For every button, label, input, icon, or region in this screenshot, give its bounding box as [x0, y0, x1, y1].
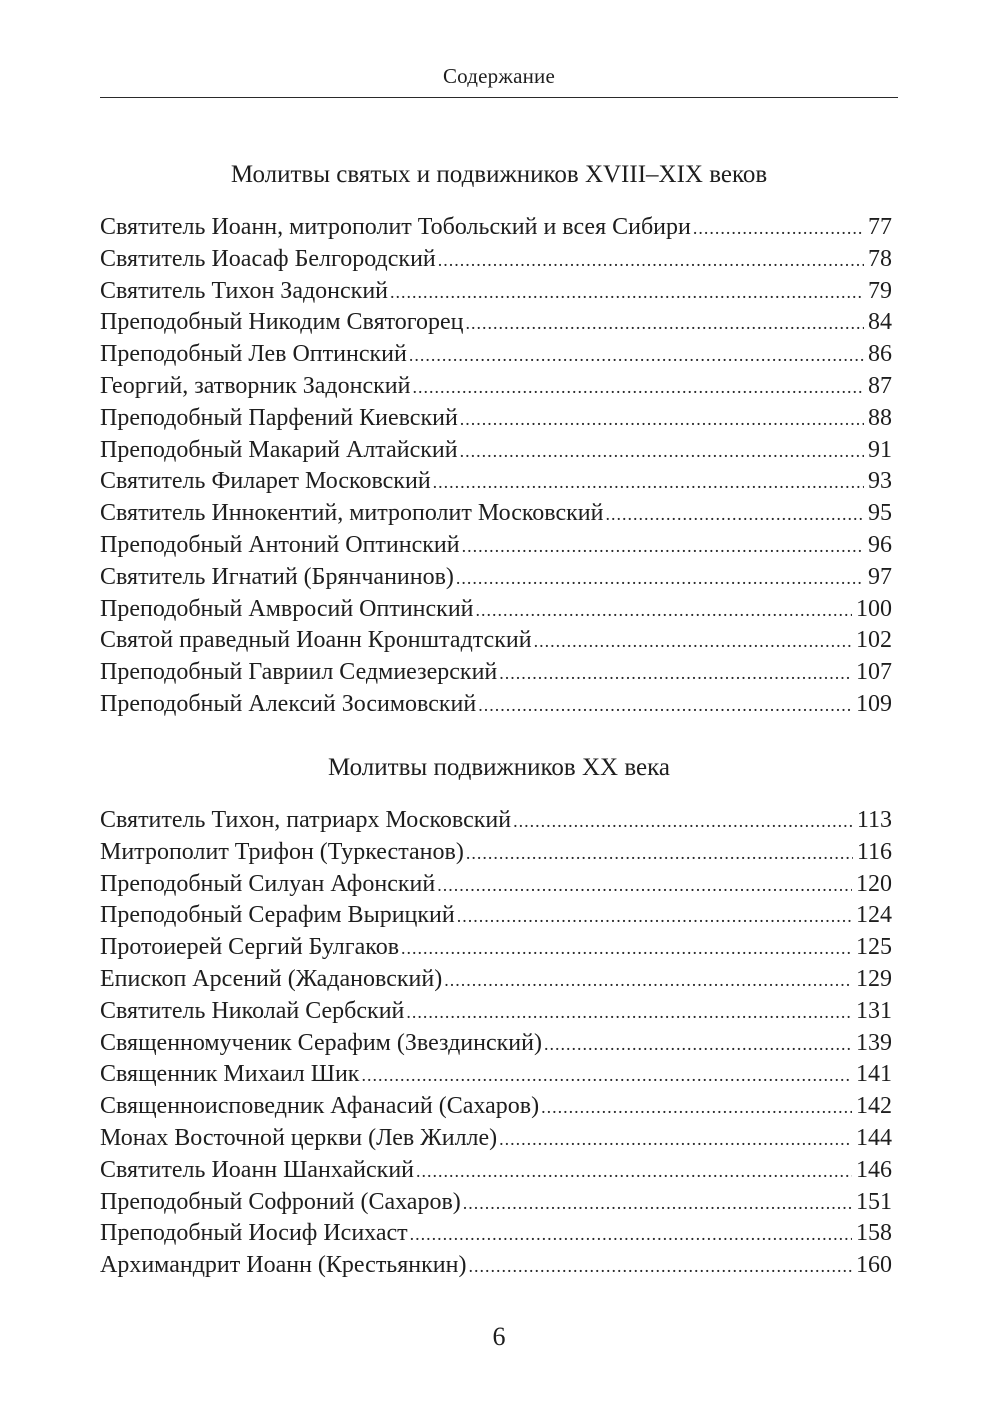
- toc-entry-title: Преподобный Алексий Зосимовский: [100, 690, 477, 717]
- toc-list-20-century: [100, 805, 892, 1282]
- toc-entry-title: Святитель Иннокентий, митрополит Московский: [100, 500, 604, 527]
- toc-entry-title: Святитель Иоасаф Белгородский: [100, 245, 436, 272]
- toc-entry-title: Преподобный Макарий Алтайский: [100, 436, 458, 463]
- toc-entry-page-number: 120: [856, 870, 892, 897]
- toc-entry[interactable]: [100, 403, 892, 435]
- dot-leader: [390, 277, 864, 308]
- dot-leader: [438, 245, 864, 276]
- page-number: 6: [492, 1322, 506, 1351]
- dot-leader: [466, 838, 853, 869]
- toc-entry-page-number: 93: [868, 468, 892, 495]
- dot-leader: [460, 404, 864, 435]
- dot-leader: [437, 870, 852, 901]
- toc-entry-page-number: 125: [856, 934, 892, 961]
- toc-entry-title: Святитель Иоанн, митрополит Тобольский и всея Сибири: [100, 214, 691, 240]
- dot-leader: [499, 658, 852, 689]
- toc-entry-title: Святитель Тихон Задонский: [100, 277, 389, 304]
- toc-entry-page-number: 107: [856, 659, 892, 686]
- toc-entry-title: Преподобный Амвросий Оптинский: [100, 595, 474, 622]
- header-rule: [100, 97, 898, 98]
- toc-entry-page-number: 96: [868, 531, 892, 558]
- toc-entry[interactable]: [100, 244, 892, 276]
- dot-leader: [457, 901, 852, 932]
- dot-leader: [544, 1029, 852, 1060]
- dot-leader: [433, 467, 864, 498]
- toc-entry-page-number: 78: [868, 245, 892, 272]
- toc-entry[interactable]: [100, 371, 892, 403]
- toc-entry[interactable]: [100, 594, 892, 626]
- dot-leader: [406, 997, 852, 1028]
- dot-leader: [410, 1219, 852, 1250]
- toc-entry-title: Митрополит Трифон (Туркестанов): [100, 838, 464, 865]
- toc-entry-page-number: 113: [856, 807, 892, 833]
- dot-leader: [499, 1124, 852, 1155]
- dot-leader: [460, 436, 864, 467]
- toc-entry[interactable]: [100, 625, 892, 657]
- dot-leader: [478, 690, 852, 721]
- toc-entry-title: Георгий, затворник Задонский: [100, 372, 411, 399]
- toc-entry-page-number: 88: [868, 404, 892, 431]
- toc-entry-title: Священник Михаил Шик: [100, 1061, 360, 1088]
- dot-leader: [534, 626, 852, 657]
- dot-leader: [361, 1060, 852, 1091]
- dot-leader: [605, 499, 864, 530]
- toc-entry[interactable]: [100, 1091, 892, 1123]
- toc-entry[interactable]: [100, 964, 892, 996]
- toc-entry-page-number: 129: [856, 965, 892, 992]
- toc-entry[interactable]: [100, 339, 892, 371]
- toc-entry-title: Монах Восточной церкви (Лев Жилле): [100, 1124, 498, 1151]
- toc-entry-title: Преподобный Лев Оптинский: [100, 341, 407, 368]
- toc-entry-title: Преподобный Гавриил Седмиезерский: [100, 659, 498, 686]
- toc-entry[interactable]: [100, 805, 892, 837]
- toc-entry[interactable]: [100, 657, 892, 689]
- toc-entry-page-number: 97: [868, 563, 892, 590]
- dot-leader: [416, 1156, 852, 1187]
- toc-entry[interactable]: [100, 900, 892, 932]
- toc-entry-page-number: 139: [856, 1029, 892, 1056]
- toc-entry-title: Преподобный Никодим Святогорец: [100, 309, 464, 336]
- section-title-20-century: Молитвы подвижников XX века: [328, 754, 670, 781]
- toc-entry-page-number: 131: [856, 997, 892, 1024]
- toc-entry-title: Святитель Тихон, патриарх Московский: [100, 807, 512, 833]
- toc-entry-page-number: 79: [868, 277, 892, 304]
- toc-entry-page-number: 84: [868, 309, 892, 336]
- dot-leader: [409, 340, 864, 371]
- toc-entry-page-number: 100: [856, 595, 892, 622]
- toc-entry-title: Епископ Арсений (Жадановский): [100, 965, 443, 992]
- toc-entry-page-number: 160: [856, 1252, 892, 1279]
- toc-entry-page-number: 102: [856, 627, 892, 654]
- dot-leader: [476, 595, 852, 626]
- toc-entry-title: Преподобный Силуан Афонский: [100, 870, 436, 897]
- toc-entry-page-number: 146: [856, 1156, 892, 1183]
- dot-leader: [412, 372, 864, 403]
- toc-entry[interactable]: [100, 562, 892, 594]
- dot-leader: [401, 933, 852, 964]
- toc-entry[interactable]: [100, 837, 892, 869]
- toc-entry-title: Святитель Филарет Московский: [100, 468, 431, 495]
- dot-leader: [513, 806, 853, 837]
- dot-leader: [693, 213, 864, 244]
- toc-entry-page-number: 158: [856, 1220, 892, 1247]
- toc-entry[interactable]: [100, 212, 892, 244]
- toc-entry-title: Святитель Иоанн Шанхайский: [100, 1156, 415, 1183]
- toc-entry[interactable]: [100, 466, 892, 498]
- toc-entry-title: Архимандрит Иоанн (Крестьянкин): [100, 1252, 467, 1279]
- toc-entry-page-number: 95: [868, 500, 892, 527]
- toc-entry[interactable]: [100, 1187, 892, 1219]
- toc-entry-page-number: 77: [868, 214, 892, 240]
- toc-entry[interactable]: [100, 932, 892, 964]
- toc-entry-page-number: 151: [856, 1188, 892, 1215]
- dot-leader: [466, 308, 864, 339]
- toc-entry[interactable]: [100, 1123, 892, 1155]
- section-title-18-19-centuries: Молитвы святых и подвижников XVIII–XIX веков: [230, 161, 768, 188]
- toc-entry[interactable]: [100, 1250, 892, 1282]
- running-head: Содержание: [442, 64, 556, 88]
- toc-entry[interactable]: [100, 276, 892, 308]
- toc-entry-title: Святой праведный Иоанн Кронштадтский: [100, 627, 532, 654]
- toc-entry[interactable]: [100, 1155, 892, 1187]
- toc-entry[interactable]: [100, 996, 892, 1028]
- toc-entry[interactable]: [100, 1218, 892, 1250]
- toc-entry-title: Священномученик Серафим (Звездинский): [100, 1029, 542, 1056]
- toc-entry[interactable]: [100, 307, 892, 339]
- toc-entry-title: Преподобный Иосиф Исихаст: [100, 1220, 408, 1247]
- toc-entry[interactable]: [100, 530, 892, 562]
- toc-entry-page-number: 116: [856, 838, 892, 865]
- dot-leader: [456, 563, 864, 594]
- book-page: [100, 0, 898, 1427]
- dot-leader: [468, 1251, 852, 1282]
- toc-entry-page-number: 144: [856, 1124, 892, 1151]
- toc-entry[interactable]: [100, 1059, 892, 1091]
- toc-entry-page-number: 91: [868, 436, 892, 463]
- dot-leader: [541, 1092, 852, 1123]
- toc-list-18-19-centuries: [100, 212, 892, 721]
- toc-entry[interactable]: [100, 869, 892, 901]
- toc-entry-page-number: 142: [856, 1093, 892, 1120]
- toc-entry-title: Преподобный Парфений Киевский: [100, 404, 458, 431]
- toc-entry-title: Преподобный Серафим Вырицкий: [100, 902, 455, 929]
- toc-entry[interactable]: [100, 689, 892, 721]
- toc-entry-page-number: 124: [856, 902, 892, 929]
- toc-entry-title: Протоиерей Сергий Булгаков: [100, 934, 400, 961]
- dot-leader: [462, 531, 864, 562]
- toc-entry[interactable]: [100, 1028, 892, 1060]
- toc-entry-page-number: 87: [868, 372, 892, 399]
- dot-leader: [444, 965, 852, 996]
- dot-leader: [463, 1188, 852, 1219]
- toc-entry-page-number: 141: [856, 1061, 892, 1088]
- toc-entry-title: Святитель Николай Сербский: [100, 997, 405, 1024]
- toc-entry-title: Преподобный Софроний (Сахаров): [100, 1188, 461, 1215]
- toc-entry-page-number: 109: [856, 690, 892, 717]
- toc-entry[interactable]: [100, 498, 892, 530]
- toc-entry-title: Святитель Игнатий (Брянчанинов): [100, 563, 454, 590]
- toc-entry-page-number: 86: [868, 341, 892, 368]
- toc-entry-title: Священноисповедник Афанасий (Сахаров): [100, 1093, 540, 1120]
- toc-entry-title: Преподобный Антоний Оптинский: [100, 531, 460, 558]
- toc-entry[interactable]: [100, 435, 892, 467]
